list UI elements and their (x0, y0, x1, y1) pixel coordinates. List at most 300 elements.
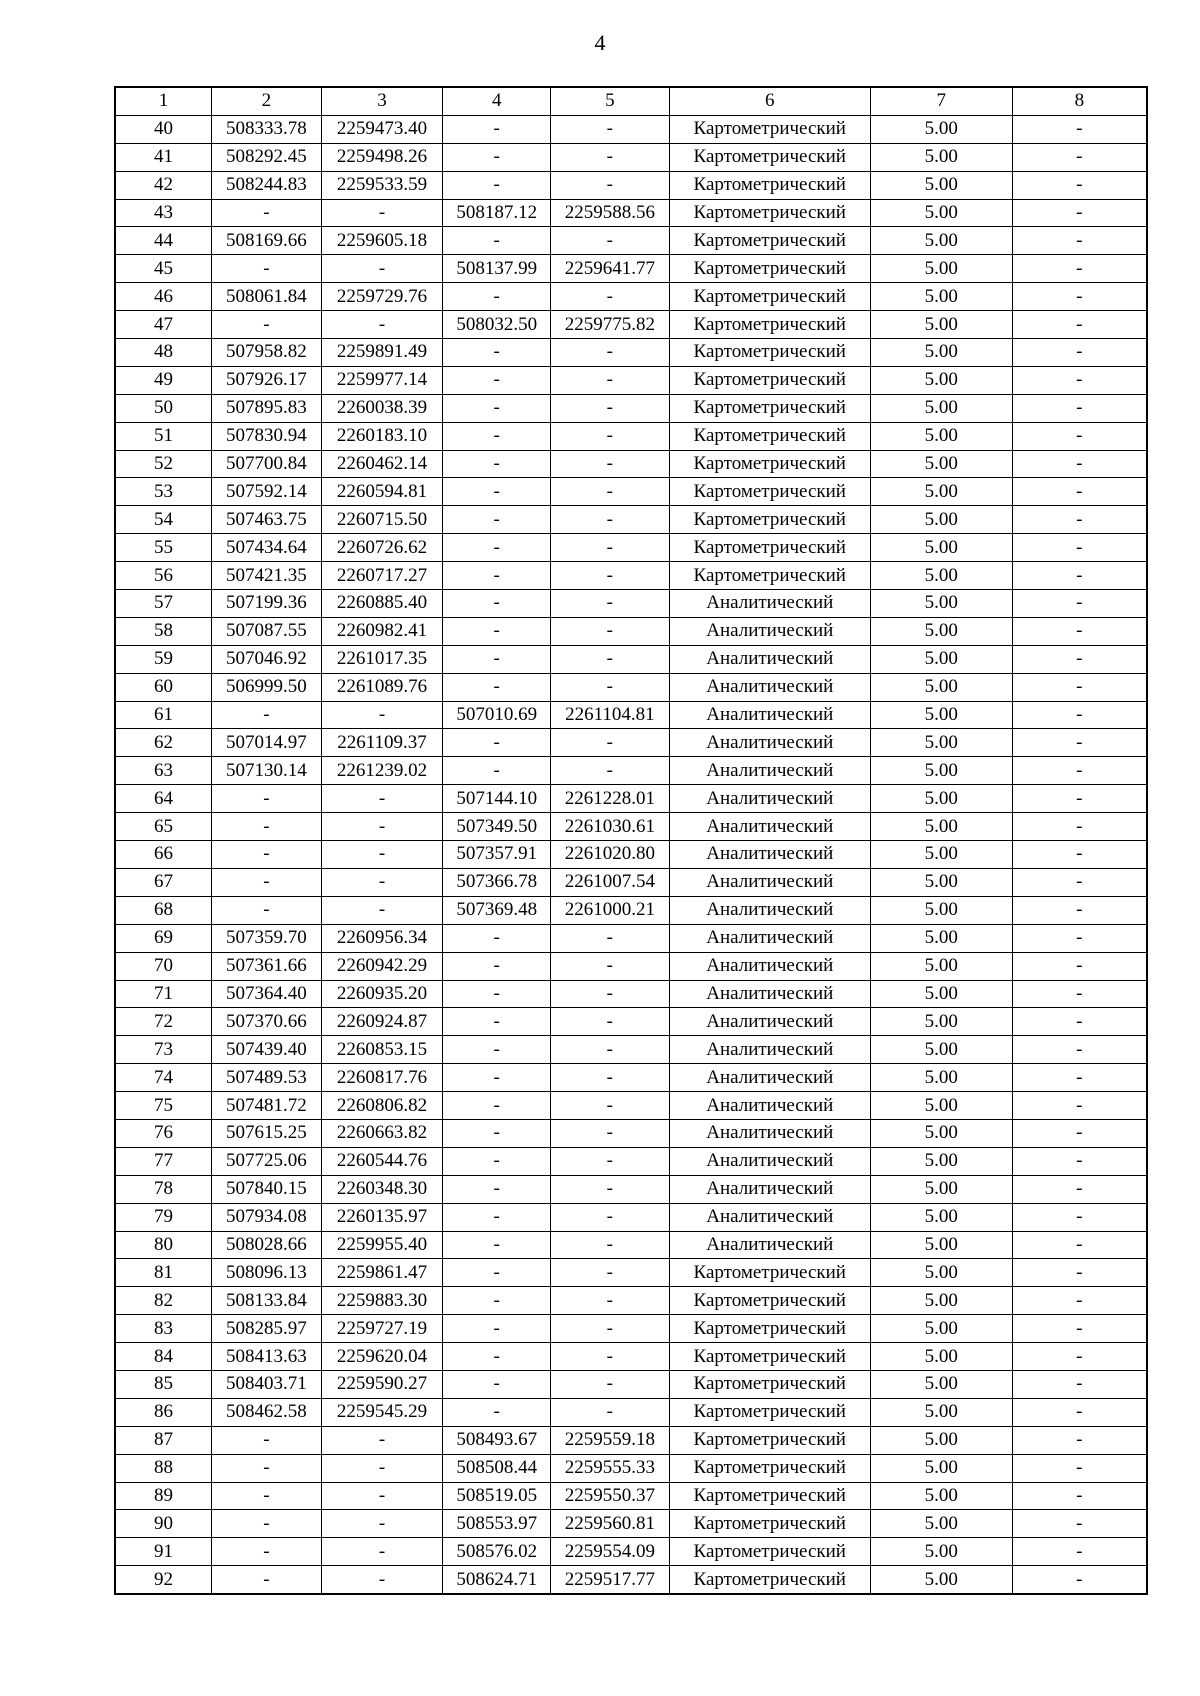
table-row (115, 115, 1147, 143)
table-cell: 5.00 (870, 1064, 1012, 1092)
table-cell: - (551, 478, 670, 506)
table-cell: - (551, 645, 670, 673)
column-header: 3 (321, 87, 443, 115)
table-cell: 507087.55 (212, 617, 322, 645)
table-cell: 507014.97 (212, 729, 322, 757)
column-header: 8 (1012, 87, 1147, 115)
table-cell: Картометрический (669, 1426, 870, 1454)
table-cell: 507361.66 (212, 952, 322, 980)
table-cell: - (443, 980, 551, 1008)
table-cell: 2260817.76 (321, 1064, 443, 1092)
table-cell: 90 (115, 1510, 212, 1538)
table-cell: 507046.92 (212, 645, 322, 673)
table-cell: - (1012, 1147, 1147, 1175)
table-cell: - (212, 1510, 322, 1538)
table-cell: - (212, 1538, 322, 1566)
table-cell: 2260135.97 (321, 1203, 443, 1231)
table-cell: Аналитический (669, 1092, 870, 1120)
table-cell: - (212, 841, 322, 869)
table-cell: 2259727.19 (321, 1315, 443, 1343)
table-cell: 5.00 (870, 1287, 1012, 1315)
table-row (115, 980, 1147, 1008)
table-cell: 5.00 (870, 255, 1012, 283)
table-cell: - (443, 673, 551, 701)
table-row (115, 1343, 1147, 1371)
table-cell: 2261007.54 (551, 868, 670, 896)
table-cell: - (321, 311, 443, 339)
table-cell: 2259588.56 (551, 199, 670, 227)
table-cell: - (1012, 841, 1147, 869)
table-cell: Аналитический (669, 1064, 870, 1092)
table-cell: 5.00 (870, 283, 1012, 311)
table-cell: Аналитический (669, 1203, 870, 1231)
table-cell: 2259545.29 (321, 1398, 443, 1426)
table-cell: - (1012, 255, 1147, 283)
table-cell: - (443, 450, 551, 478)
table-row (115, 1454, 1147, 1482)
table-cell: - (551, 952, 670, 980)
table-cell: 5.00 (870, 478, 1012, 506)
table-cell: - (551, 562, 670, 590)
table-cell: - (1012, 1036, 1147, 1064)
column-header: 7 (870, 87, 1012, 115)
table-cell: 82 (115, 1287, 212, 1315)
table-cell: - (212, 701, 322, 729)
table-row (115, 868, 1147, 896)
table-cell: - (212, 813, 322, 841)
table-cell: 5.00 (870, 171, 1012, 199)
table-cell: 2259560.81 (551, 1510, 670, 1538)
table-row (115, 896, 1147, 924)
table-cell: - (551, 1370, 670, 1398)
table-cell: 507421.35 (212, 562, 322, 590)
column-header: 4 (443, 87, 551, 115)
column-header: 6 (669, 87, 870, 115)
table-cell: 5.00 (870, 896, 1012, 924)
table-cell: 78 (115, 1175, 212, 1203)
table-cell: - (551, 1119, 670, 1147)
table-cell: 2259641.77 (551, 255, 670, 283)
table-cell: 86 (115, 1398, 212, 1426)
table-cell: 63 (115, 757, 212, 785)
table-cell: - (321, 1566, 443, 1594)
table-cell: 5.00 (870, 841, 1012, 869)
table-row (115, 1203, 1147, 1231)
table-cell: 67 (115, 868, 212, 896)
table-cell: Аналитический (669, 980, 870, 1008)
table-cell: Картометрический (669, 1398, 870, 1426)
table-cell: - (551, 143, 670, 171)
table-cell: Картометрический (669, 1343, 870, 1371)
table-cell: - (321, 813, 443, 841)
table-cell: - (443, 1370, 551, 1398)
table-cell: - (321, 1538, 443, 1566)
table-cell: 83 (115, 1315, 212, 1343)
table-cell: 2259498.26 (321, 143, 443, 171)
table-cell: 5.00 (870, 813, 1012, 841)
table-cell: - (551, 980, 670, 1008)
table-cell: 2261104.81 (551, 701, 670, 729)
table-row (115, 311, 1147, 339)
table-cell: - (551, 422, 670, 450)
table-cell: 5.00 (870, 1538, 1012, 1566)
table-cell: 507357.91 (443, 841, 551, 869)
table-cell: - (1012, 311, 1147, 339)
table-cell: 507481.72 (212, 1092, 322, 1120)
table-row (115, 1147, 1147, 1175)
column-header: 5 (551, 87, 670, 115)
table-cell: - (551, 1092, 670, 1120)
table-cell: Аналитический (669, 590, 870, 618)
table-cell: 66 (115, 841, 212, 869)
table-cell: 47 (115, 311, 212, 339)
table-cell: 42 (115, 171, 212, 199)
table-cell: 43 (115, 199, 212, 227)
table-cell: 508096.13 (212, 1259, 322, 1287)
table-cell: - (443, 924, 551, 952)
table-cell: 507010.69 (443, 701, 551, 729)
table-cell: - (443, 394, 551, 422)
table-cell: 41 (115, 143, 212, 171)
table-row (115, 813, 1147, 841)
table-cell: 2260348.30 (321, 1175, 443, 1203)
table-cell: - (1012, 1538, 1147, 1566)
table-cell: 508462.58 (212, 1398, 322, 1426)
table-cell: - (443, 339, 551, 367)
table-cell: Аналитический (669, 1008, 870, 1036)
table-row (115, 1064, 1147, 1092)
table-cell: 507489.53 (212, 1064, 322, 1092)
table-cell: 507840.15 (212, 1175, 322, 1203)
table-cell: Аналитический (669, 729, 870, 757)
table-cell: 71 (115, 980, 212, 1008)
table-cell: 508576.02 (443, 1538, 551, 1566)
table-cell: Аналитический (669, 1231, 870, 1259)
table-cell: 507199.36 (212, 590, 322, 618)
table-cell: Картометрический (669, 1454, 870, 1482)
table-cell: 5.00 (870, 422, 1012, 450)
table-cell: Аналитический (669, 1119, 870, 1147)
table-row (115, 1538, 1147, 1566)
table-cell: - (212, 255, 322, 283)
header-row (115, 87, 1147, 115)
table-row (115, 394, 1147, 422)
table-cell: - (212, 1566, 322, 1594)
table-row (115, 283, 1147, 311)
table-cell: Аналитический (669, 757, 870, 785)
table-cell: 5.00 (870, 1315, 1012, 1343)
table-cell: - (321, 841, 443, 869)
table-cell: 2259533.59 (321, 171, 443, 199)
table-cell: - (1012, 1231, 1147, 1259)
table-cell: 5.00 (870, 562, 1012, 590)
table-cell: - (1012, 1287, 1147, 1315)
table-cell: - (551, 1287, 670, 1315)
table-cell: - (443, 1175, 551, 1203)
table-cell: 2260544.76 (321, 1147, 443, 1175)
table-cell: - (212, 1426, 322, 1454)
table-cell: Аналитический (669, 1147, 870, 1175)
table-row (115, 924, 1147, 952)
table-cell: - (321, 868, 443, 896)
table-row (115, 841, 1147, 869)
table-cell: - (443, 729, 551, 757)
table-cell: - (1012, 924, 1147, 952)
table-cell: - (212, 868, 322, 896)
table-cell: Аналитический (669, 1036, 870, 1064)
table-cell: 2260462.14 (321, 450, 443, 478)
table-cell: 52 (115, 450, 212, 478)
table-cell: Картометрический (669, 394, 870, 422)
table-cell: - (212, 199, 322, 227)
table-cell: 2259955.40 (321, 1231, 443, 1259)
table-cell: 79 (115, 1203, 212, 1231)
table-cell: - (551, 227, 670, 255)
table-cell: 2260715.50 (321, 506, 443, 534)
table-cell: - (1012, 1370, 1147, 1398)
table-cell: - (1012, 1566, 1147, 1594)
table-cell: 2260038.39 (321, 394, 443, 422)
table-cell: 5.00 (870, 311, 1012, 339)
table-cell: - (1012, 617, 1147, 645)
table-cell: Картометрический (669, 506, 870, 534)
table-cell: 507700.84 (212, 450, 322, 478)
table-cell: Картометрический (669, 534, 870, 562)
table-cell: - (551, 506, 670, 534)
table-row (115, 701, 1147, 729)
table-cell: 5.00 (870, 1370, 1012, 1398)
table-cell: Аналитический (669, 701, 870, 729)
table-cell: 5.00 (870, 1231, 1012, 1259)
table-cell: - (1012, 1426, 1147, 1454)
table-cell: - (1012, 478, 1147, 506)
table-row (115, 366, 1147, 394)
table-row (115, 478, 1147, 506)
table-cell: Картометрический (669, 562, 870, 590)
table-row (115, 1482, 1147, 1510)
table-cell: 5.00 (870, 1203, 1012, 1231)
table-cell: 81 (115, 1259, 212, 1287)
table-cell: - (1012, 534, 1147, 562)
table-cell: - (443, 1036, 551, 1064)
table-cell: - (443, 422, 551, 450)
table-cell: 508413.63 (212, 1343, 322, 1371)
table-cell: 508519.05 (443, 1482, 551, 1510)
table-cell: 508403.71 (212, 1370, 322, 1398)
table-cell: Картометрический (669, 1538, 870, 1566)
table-cell: 77 (115, 1147, 212, 1175)
table-cell: 5.00 (870, 366, 1012, 394)
table-cell: 87 (115, 1426, 212, 1454)
table-cell: - (212, 1454, 322, 1482)
table-row (115, 1175, 1147, 1203)
table-cell: Картометрический (669, 478, 870, 506)
table-cell: 507349.50 (443, 813, 551, 841)
table-cell: 5.00 (870, 729, 1012, 757)
table-cell: 2260806.82 (321, 1092, 443, 1120)
table-row (115, 1426, 1147, 1454)
table-cell: Картометрический (669, 366, 870, 394)
table-cell: 5.00 (870, 1454, 1012, 1482)
table-cell: 2261228.01 (551, 785, 670, 813)
table-cell: Картометрический (669, 1287, 870, 1315)
table-cell: - (551, 924, 670, 952)
table-cell: 57 (115, 590, 212, 618)
table-cell: 69 (115, 924, 212, 952)
table-row (115, 1036, 1147, 1064)
table-cell: 507434.64 (212, 534, 322, 562)
table-cell: Картометрический (669, 255, 870, 283)
table-cell: - (551, 1008, 670, 1036)
table-cell: 2259891.49 (321, 339, 443, 367)
table-row (115, 617, 1147, 645)
table-cell: 2261017.35 (321, 645, 443, 673)
table-cell: - (443, 562, 551, 590)
table-cell: Картометрический (669, 227, 870, 255)
table-cell: - (551, 1175, 670, 1203)
table-cell: - (443, 757, 551, 785)
table-cell: - (1012, 1203, 1147, 1231)
table-cell: - (1012, 980, 1147, 1008)
table-cell: 2259729.76 (321, 283, 443, 311)
table-cell: 84 (115, 1343, 212, 1371)
table-cell: - (321, 896, 443, 924)
table-cell: - (321, 1510, 443, 1538)
table-cell: 508333.78 (212, 115, 322, 143)
table-cell: 68 (115, 896, 212, 924)
table-cell: Картометрический (669, 1315, 870, 1343)
table-cell: Картометрический (669, 450, 870, 478)
table-cell: - (1012, 422, 1147, 450)
table-cell: - (1012, 1064, 1147, 1092)
table-cell: - (443, 143, 551, 171)
table-row (115, 227, 1147, 255)
table-cell: Аналитический (669, 868, 870, 896)
table-cell: 5.00 (870, 1036, 1012, 1064)
table-cell: Картометрический (669, 1510, 870, 1538)
table-cell: 5.00 (870, 701, 1012, 729)
table-row (115, 1259, 1147, 1287)
table-cell: 508133.84 (212, 1287, 322, 1315)
table-cell: - (1012, 701, 1147, 729)
table-row (115, 339, 1147, 367)
table-cell: Картометрический (669, 115, 870, 143)
table-cell: 5.00 (870, 617, 1012, 645)
table-cell: Картометрический (669, 311, 870, 339)
table-cell: Картометрический (669, 1370, 870, 1398)
table-cell: 5.00 (870, 1119, 1012, 1147)
table-cell: - (551, 171, 670, 199)
table-cell: - (443, 1259, 551, 1287)
table-cell: 507725.06 (212, 1147, 322, 1175)
table-cell: 74 (115, 1064, 212, 1092)
table-row (115, 450, 1147, 478)
table-cell: - (1012, 1092, 1147, 1120)
table-cell: 72 (115, 1008, 212, 1036)
table-cell: 45 (115, 255, 212, 283)
table-cell: 506999.50 (212, 673, 322, 701)
table-cell: 56 (115, 562, 212, 590)
table-cell: - (443, 506, 551, 534)
table-cell: - (1012, 1398, 1147, 1426)
table-cell: 2260717.27 (321, 562, 443, 590)
table-cell: Картометрический (669, 1482, 870, 1510)
table-cell: 46 (115, 283, 212, 311)
table-cell: 53 (115, 478, 212, 506)
table-cell: 508553.97 (443, 1510, 551, 1538)
table-cell: 5.00 (870, 1175, 1012, 1203)
table-cell: 5.00 (870, 924, 1012, 952)
table-cell: Картометрический (669, 143, 870, 171)
table-cell: 5.00 (870, 673, 1012, 701)
table-cell: - (1012, 506, 1147, 534)
table-cell: 5.00 (870, 1092, 1012, 1120)
table-row (115, 1566, 1147, 1594)
table-cell: 2259883.30 (321, 1287, 443, 1315)
table-cell: - (1012, 757, 1147, 785)
table-cell: - (1012, 394, 1147, 422)
table-cell: - (551, 394, 670, 422)
table-cell: 73 (115, 1036, 212, 1064)
table-row (115, 255, 1147, 283)
table-cell: - (443, 1064, 551, 1092)
table-cell: 2259620.04 (321, 1343, 443, 1371)
table-cell: 2260982.41 (321, 617, 443, 645)
table-cell: - (551, 1036, 670, 1064)
table-cell: 507369.48 (443, 896, 551, 924)
table-cell: - (551, 1259, 670, 1287)
table-cell: 75 (115, 1092, 212, 1120)
table-cell: - (443, 1147, 551, 1175)
table-cell: - (443, 366, 551, 394)
table-cell: - (321, 701, 443, 729)
table-cell: - (443, 534, 551, 562)
table-cell: Аналитический (669, 813, 870, 841)
table-cell: 5.00 (870, 534, 1012, 562)
table-cell: 2260924.87 (321, 1008, 443, 1036)
table-cell: 5.00 (870, 868, 1012, 896)
table-cell: 5.00 (870, 645, 1012, 673)
table-cell: - (1012, 813, 1147, 841)
table-cell: - (1012, 366, 1147, 394)
table-cell: - (1012, 199, 1147, 227)
table-cell: 507144.10 (443, 785, 551, 813)
column-header: 1 (115, 87, 212, 115)
table-cell: - (1012, 562, 1147, 590)
table-body (115, 115, 1147, 1594)
table-cell: Картометрический (669, 1566, 870, 1594)
table-cell: - (443, 1203, 551, 1231)
table-cell: - (551, 1231, 670, 1259)
table-cell: - (551, 590, 670, 618)
table-row (115, 562, 1147, 590)
table-cell: 5.00 (870, 143, 1012, 171)
table-cell: 44 (115, 227, 212, 255)
table-cell: Аналитический (669, 896, 870, 924)
table-cell: - (1012, 1454, 1147, 1482)
table-cell: 76 (115, 1119, 212, 1147)
table-cell: - (443, 645, 551, 673)
table-cell: 2261030.61 (551, 813, 670, 841)
table-row (115, 785, 1147, 813)
table-cell: 5.00 (870, 1008, 1012, 1036)
table-cell: Картометрический (669, 1259, 870, 1287)
table-cell: - (551, 1064, 670, 1092)
table-cell: Аналитический (669, 1175, 870, 1203)
table-cell: 2260942.29 (321, 952, 443, 980)
table-cell: - (443, 1315, 551, 1343)
table-cell: - (1012, 115, 1147, 143)
